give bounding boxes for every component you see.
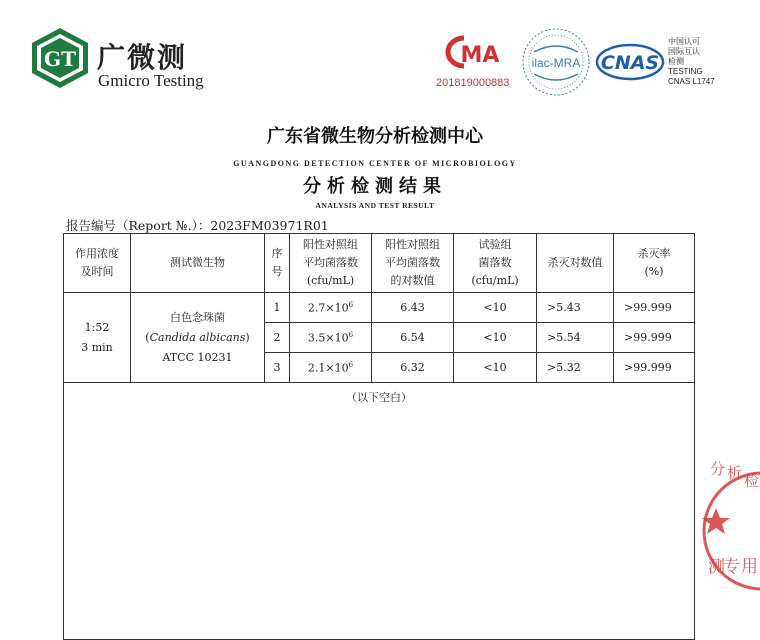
blank-note: （以下空白） bbox=[64, 383, 695, 640]
brand-name-en: Gmicro Testing bbox=[98, 71, 204, 90]
gmicro-logo-icon bbox=[28, 26, 92, 90]
results-table bbox=[63, 233, 695, 640]
center-title: 广东省微生物分析检测中心 bbox=[267, 126, 483, 147]
organism-cn: 白色念珠菌 bbox=[170, 310, 225, 324]
header-concentration: 作用浓度 及时间 bbox=[64, 234, 131, 293]
organism-latin: (Candida albicans) bbox=[145, 330, 250, 344]
cnas-line: CNAS L1747 bbox=[668, 77, 715, 86]
test-count-cell: <10 bbox=[454, 293, 537, 323]
kill-rate-cell: >99.999 bbox=[614, 353, 695, 383]
svg-text:检: 检 bbox=[744, 472, 760, 490]
seq-cell: 1 bbox=[265, 293, 290, 323]
positive-log-cell: 6.54 bbox=[372, 323, 454, 353]
header-kill-log: 杀灭对数值 bbox=[537, 234, 614, 293]
positive-log-cell: 6.32 bbox=[372, 353, 454, 383]
cnas-line: 中国认可 bbox=[668, 37, 700, 46]
ilac-mark-text: ilac-MRA bbox=[531, 56, 581, 70]
cnas-line: 国际互认 bbox=[668, 47, 700, 56]
result-title: 分析检测结果 bbox=[303, 176, 447, 197]
header-kill-rate: 杀灭率 (%) bbox=[614, 234, 695, 293]
center-title-en: GUANGDONG DETECTION CENTER OF MICROBIOLOGY bbox=[233, 159, 517, 168]
kill-rate-cell: >99.999 bbox=[614, 323, 695, 353]
cnas-caption bbox=[668, 37, 715, 87]
kill-rate-cell: >99.999 bbox=[614, 293, 695, 323]
time-value: 3 min bbox=[81, 340, 113, 354]
kill-log-cell: >5.54 bbox=[537, 323, 614, 353]
cnas-line: 检测 bbox=[668, 57, 684, 66]
kill-log-cell: >5.32 bbox=[537, 353, 614, 383]
svg-text:测: 测 bbox=[708, 557, 725, 577]
organism-strain: ATCC 10231 bbox=[162, 350, 233, 364]
blank-row bbox=[64, 383, 695, 640]
cma-mark-icon bbox=[440, 34, 510, 70]
table-row bbox=[64, 293, 695, 323]
positive-count-cell: $2.1\times 10^6$ bbox=[290, 353, 372, 383]
concentration-value: 1:52 bbox=[84, 320, 110, 334]
header-organism: 测试微生物 bbox=[131, 234, 265, 293]
cnas-mark-icon bbox=[595, 42, 665, 82]
header-positive-count: 阳性对照组 平均菌落数 (cfu/mL) bbox=[290, 234, 372, 293]
svg-text:析: 析 bbox=[727, 464, 743, 482]
ilac-mra-icon bbox=[520, 26, 592, 98]
cma-mark-text: MA bbox=[460, 43, 500, 68]
result-title-en: ANALYSIS AND TEST RESULT bbox=[315, 201, 435, 210]
test-count-cell: <10 bbox=[454, 353, 537, 383]
positive-log-cell: 6.43 bbox=[372, 293, 454, 323]
organism-cell bbox=[131, 293, 265, 383]
cma-number: 201819000883 bbox=[436, 77, 510, 89]
seq-cell: 2 bbox=[265, 323, 290, 353]
svg-text:专: 专 bbox=[723, 557, 740, 577]
seq-cell: 3 bbox=[265, 353, 290, 383]
official-stamp-icon bbox=[700, 436, 760, 636]
kill-log-cell: >5.43 bbox=[537, 293, 614, 323]
logo-glyph: GT bbox=[44, 47, 76, 71]
header-positive-log: 阳性对照组 平均菌落数 的对数值 bbox=[372, 234, 454, 293]
header-seq: 序 号 bbox=[265, 234, 290, 293]
table-header-row bbox=[64, 234, 695, 293]
header-test-count: 试验组 菌落数 (cfu/mL) bbox=[454, 234, 537, 293]
test-count-cell: <10 bbox=[454, 323, 537, 353]
positive-count-cell: $2.7\times 10^6$ bbox=[290, 293, 372, 323]
report-number: 报告编号（Report №.）：2023FM03971R01 bbox=[66, 218, 329, 233]
svg-text:分: 分 bbox=[710, 460, 726, 478]
positive-count-cell: $3.5\times 10^6$ bbox=[290, 323, 372, 353]
cnas-mark-text: CNAS bbox=[600, 52, 660, 74]
svg-text:用: 用 bbox=[741, 557, 758, 577]
brand-name-cn: 广微测 bbox=[97, 41, 188, 74]
concentration-cell bbox=[64, 293, 131, 383]
cnas-line: TESTING bbox=[668, 67, 703, 76]
